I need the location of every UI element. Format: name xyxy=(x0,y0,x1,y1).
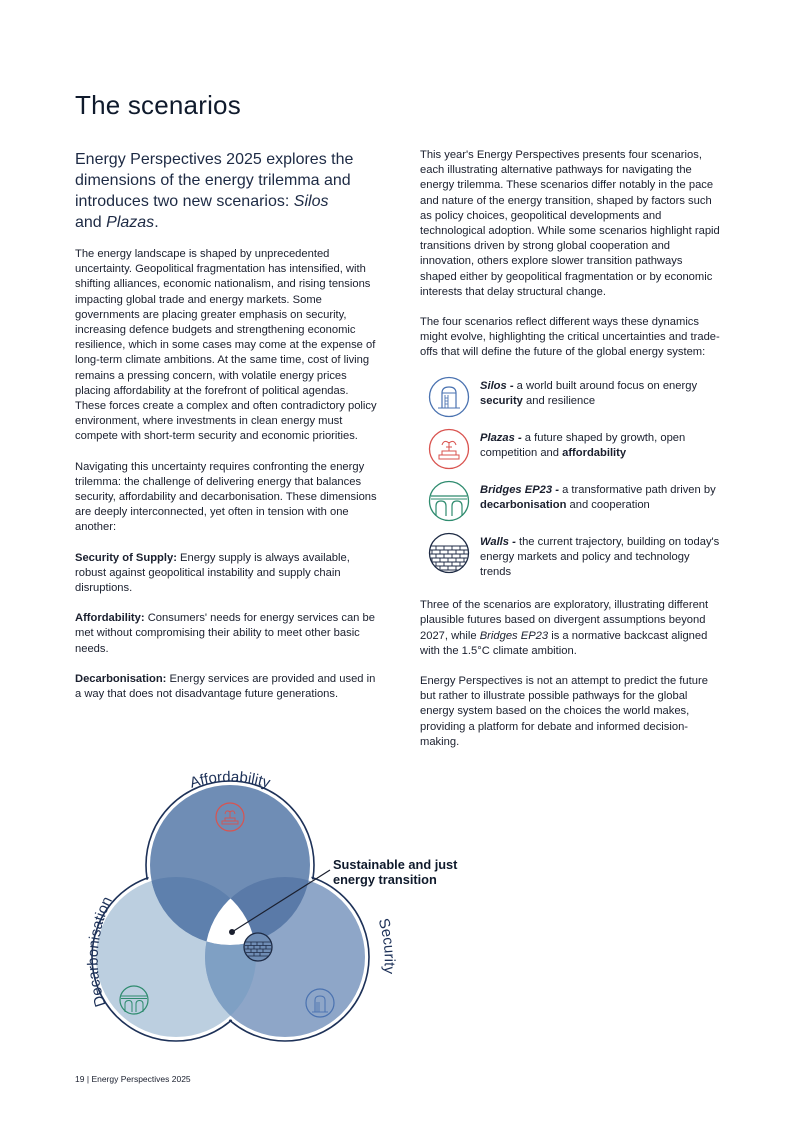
trilemma-venn-diagram xyxy=(70,760,490,1060)
scenario-walls-text xyxy=(480,532,720,581)
scenario-bridges-bold: decarbonisation xyxy=(480,498,567,511)
scenario-list xyxy=(420,376,720,581)
scenario-walls-pre: the current trajectory, building on today's energy markets and policy and technology trends xyxy=(480,535,720,579)
decarbonisation-label: Decarbonisation: xyxy=(75,672,167,685)
scenario-plazas-pre: a future shaped by growth, open competition and xyxy=(480,431,686,459)
right-paragraph-2: The four scenarios reflect different ways these dynamics might evolve, highlighting the critical uncertainties and trade-offs that will define the future of the global energy system: xyxy=(420,316,720,359)
scenario-bridges-name: Bridges EP23 - xyxy=(480,483,559,496)
callout-line-2: energy transition xyxy=(333,872,437,887)
callout-dot xyxy=(229,929,235,935)
left-paragraph-2: Navigating this uncertainty requires confronting the energy trilemma: the challenge of delivering energy that balances security, affordability and decarbonisation. These dimensions are deeply interconnected, yet often in tension with one another: xyxy=(75,460,377,534)
lead-plazas: Plazas xyxy=(106,214,155,231)
venn-callout xyxy=(333,857,457,887)
right-paragraph-1: This year's Energy Perspectives presents four scenarios, each illustrating alternative pathways for navigating the energy trilemma. These scenarios differ notably in the pace and nature of the energy transition, shaped by factors such as policy choices, geopolitical developments and technological adoption. While some scenarios highlight rapid transitions driven by strong global cooperation and innovation, others explore slower transition pathways shaped either by geopolitical fragmentation or by economic interests that delay structural change. xyxy=(420,149,720,298)
lead-paragraph xyxy=(75,149,380,233)
scenario-plazas-bold: affordability xyxy=(562,446,627,459)
right-p3-a: Three of the scenarios are exploratory, illustrating different plausible futures based on divergent assumptions beyond 2027, while xyxy=(420,599,709,642)
wall-icon xyxy=(428,532,470,574)
security-label: Security of Supply: xyxy=(75,551,177,564)
scenario-bridges-post: and cooperation xyxy=(566,498,650,511)
scenario-plazas xyxy=(428,428,720,470)
scenario-plazas-name: Plazas - xyxy=(480,431,522,444)
page-title: The scenarios xyxy=(75,90,241,120)
left-column xyxy=(75,247,380,717)
security-arc-label: Security xyxy=(374,916,398,975)
scenario-silos-bold: security xyxy=(480,394,523,407)
page-number: 19 xyxy=(75,1074,85,1084)
scenario-bridges-text xyxy=(480,480,720,513)
lead-and: and xyxy=(75,214,102,231)
right-paragraph-4: Energy Perspectives is not an attempt to predict the future but rather to illustrate possible pathways for the global energy system based on the choices the world makes, providing a platform for debate and informed decision-making. xyxy=(420,675,708,748)
decarbonisation-text: Energy services are provided and used in a way that does not disadvantage future generations. xyxy=(75,672,376,701)
affordability-label: Affordability: xyxy=(75,612,145,625)
silo-icon xyxy=(428,376,470,418)
right-paragraph-3 xyxy=(420,598,720,659)
scenario-silos xyxy=(428,376,720,418)
footer-doc-title: Energy Perspectives 2025 xyxy=(91,1074,191,1084)
right-p3-b: is a normative backcast aligned with the 1.5°C climate ambition. xyxy=(420,629,708,657)
fountain-icon xyxy=(428,428,470,470)
bridge-icon xyxy=(428,480,470,522)
left-paragraph-1: The energy landscape is shaped by unprecedented uncertainty. Geopolitical fragmentation has intensified, with shifting alliances, economic nationalism, and rising tensions impacting global trade and energy markets. Some governments are placing greater emphasis on security, increasing defence budgets and strengthening economic resilience, which in some cases may come at the expense of long-term climate ambitions. At the same time, cost of living remains a pressing concern, with volatile energy prices placing affordability at the forefront of political agendas. These forces create a complex and often contradictory policy environment, where investments in clean energy must compete with short-term security and economic priorities. xyxy=(75,248,377,443)
scenario-silos-pre: a world built around focus on energy xyxy=(513,379,698,392)
affordability-definition xyxy=(75,611,380,657)
scenario-walls-name: Walls - xyxy=(480,535,516,548)
scenario-silos-name: Silos - xyxy=(480,379,514,392)
scenario-bridges xyxy=(428,480,720,522)
decarbonisation-arc-label: Decarbonisation xyxy=(84,893,117,1009)
right-p3-bridges: Bridges EP23 xyxy=(479,629,549,642)
scenario-bridges-pre: a transformative path driven by xyxy=(558,483,716,496)
security-text: Energy supply is always available, robust against geopolitical instability and supply chain disruptions. xyxy=(75,551,350,595)
scenario-silos-post: and resilience xyxy=(522,394,596,407)
callout-line-1: Sustainable and just xyxy=(333,857,458,872)
decarbonisation-definition xyxy=(75,672,380,702)
scenario-walls xyxy=(428,532,720,581)
affordability-arc-label: Affordability xyxy=(187,768,273,792)
affordability-text: Consumers' needs for energy services can be met without compromising their ability to meet other basic needs. xyxy=(75,612,375,655)
page-footer xyxy=(75,1074,191,1084)
lead-silos: Silos xyxy=(293,193,329,210)
scenario-plazas-text xyxy=(480,428,720,461)
venn-wall-icon xyxy=(244,933,272,961)
right-column xyxy=(420,148,720,765)
scenario-silos-text xyxy=(480,376,720,409)
lead-text: Energy Perspectives 2025 explores the dimensions of the energy trilemma and introduces two new scenarios: xyxy=(75,151,354,210)
lead-period: . xyxy=(154,214,159,231)
security-definition xyxy=(75,551,380,597)
footer-separator: | xyxy=(86,1074,90,1084)
